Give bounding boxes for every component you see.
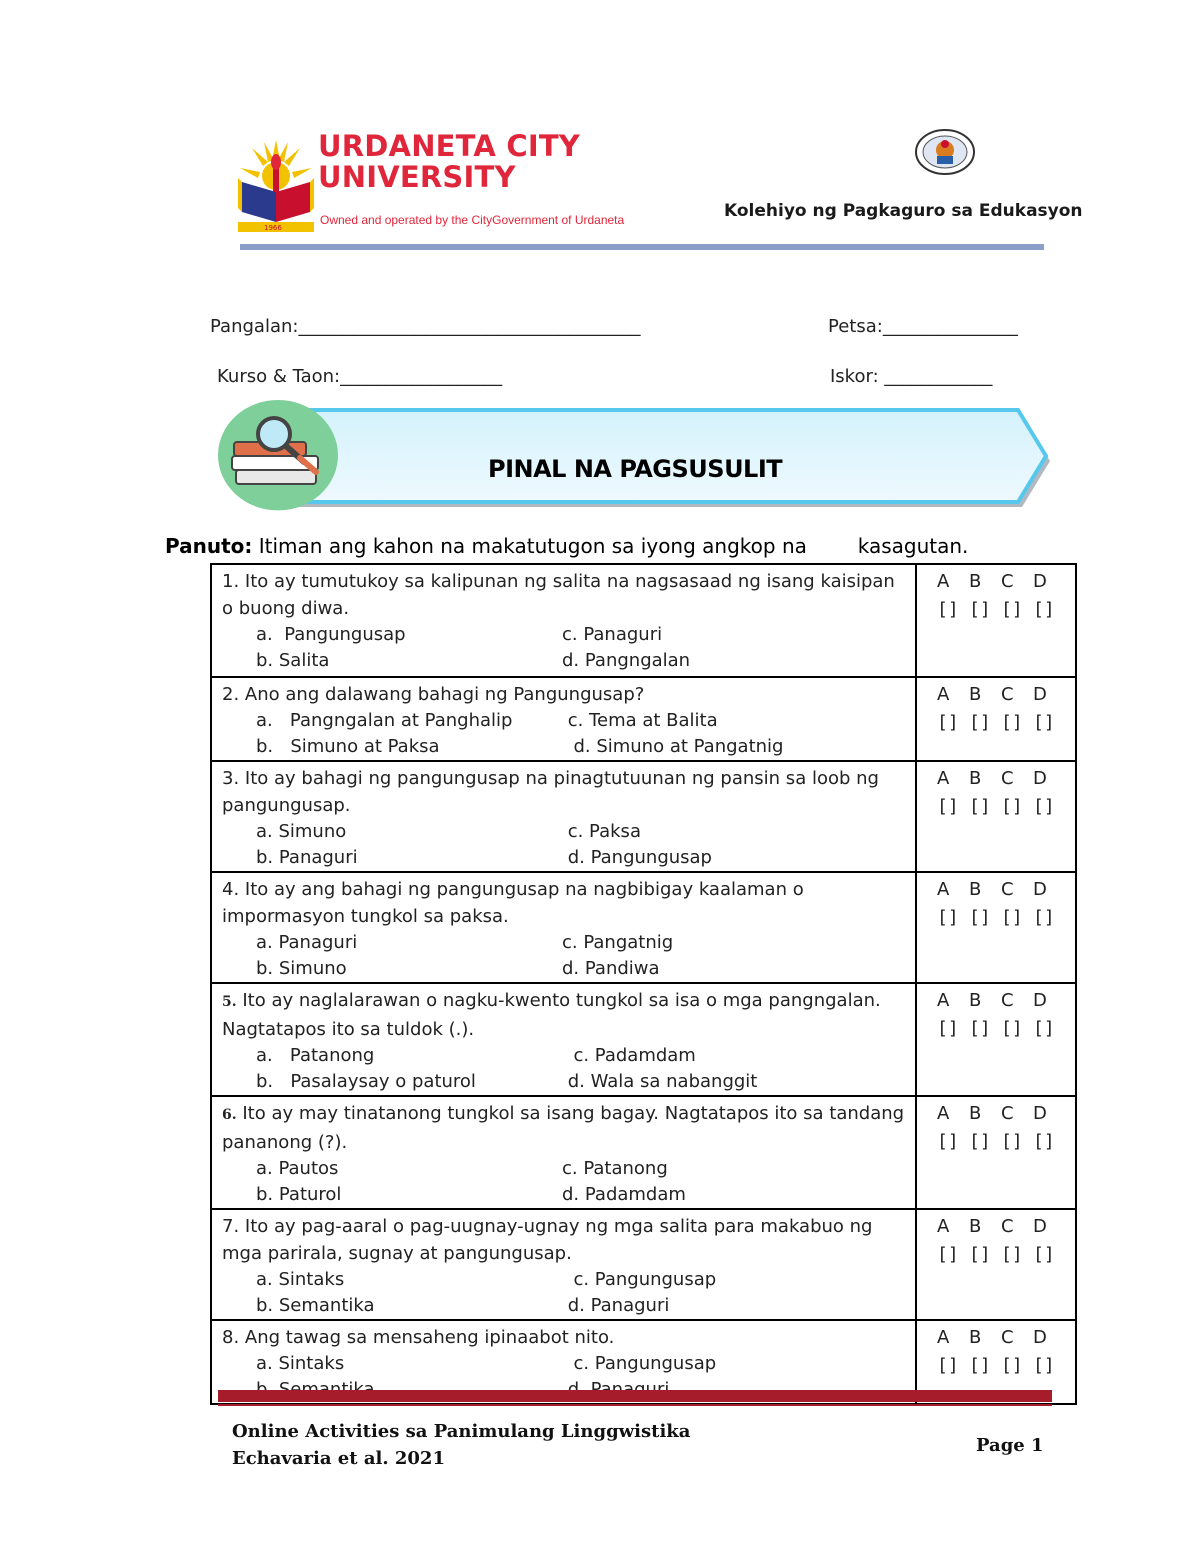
answer-letters: [917, 765, 1075, 793]
question-cell: [211, 983, 916, 1096]
answer-checkbox[interactable]: []: [1001, 1244, 1023, 1265]
question-number: 8.: [222, 1327, 240, 1348]
question-body: Ano ang dalawang bahagi ng Pangungusap?: [244, 684, 645, 705]
choices: [222, 930, 909, 982]
question-text: [222, 876, 909, 930]
choice-option: d. Pandiwa: [562, 958, 660, 979]
answer-checkbox[interactable]: []: [969, 1244, 991, 1265]
question-body: Ito ay ang bahagi ng pangungusap na nagbibigay kaalaman o impormasyon tungkol sa paksa.: [222, 879, 804, 927]
question-number: 3.: [222, 768, 240, 789]
question-row: [211, 872, 1076, 983]
answer-letter: D: [1033, 571, 1047, 592]
score-field[interactable]: Iskor: ____________: [830, 366, 993, 387]
choice-option: d. Pangungusap: [562, 847, 712, 868]
choice-option: b. Paturol: [256, 1184, 342, 1205]
answer-letter: C: [1001, 571, 1014, 592]
question-cell: [211, 677, 916, 761]
answer-letter: A: [937, 571, 950, 592]
answer-letter: A: [937, 1327, 950, 1348]
answer-letter: D: [1033, 1103, 1047, 1124]
answer-cell: [916, 677, 1076, 761]
question-body: Ito ay naglalarawan o nagku-kwento tungkol sa isa o mga pangngalan. Nagtatapos ito sa tuldok (.).: [222, 990, 881, 1040]
question-number: 6.: [222, 1107, 237, 1123]
answer-checkbox[interactable]: []: [937, 907, 959, 928]
university-name: [318, 131, 580, 193]
page-number: Page 1: [976, 1435, 1044, 1456]
choice-option: a. Sintaks: [256, 1269, 345, 1290]
answer-boxes: [917, 1128, 1075, 1156]
founding-year-text: 1966: [264, 224, 282, 232]
question-body: Ito ay may tinatanong tungkol sa isang bagay. Nagtatapos ito sa tandang pananong (?).: [222, 1103, 905, 1153]
choice-option: c. Panaguri: [562, 624, 663, 645]
footer-line: [218, 1404, 1052, 1406]
answer-letter: D: [1033, 768, 1047, 789]
choice-option: c. Pangungusap: [562, 1269, 717, 1290]
instructions-text: Itiman ang kahon na makatutugon sa iyong angkop na kasagutan.: [252, 534, 969, 558]
answer-letter: C: [1001, 1327, 1014, 1348]
answer-boxes: [917, 904, 1075, 932]
choice-option: b. Semantika: [256, 1295, 375, 1316]
answer-letter: A: [937, 684, 950, 705]
answer-checkbox[interactable]: []: [1033, 1131, 1055, 1152]
question-cell: [211, 872, 916, 983]
answer-checkbox[interactable]: []: [969, 1355, 991, 1376]
question-cell: [211, 1096, 916, 1209]
college-seal-icon: [914, 128, 976, 176]
choice-option: a. Panaguri: [256, 932, 358, 953]
question-row: [211, 1096, 1076, 1209]
question-number: 4.: [222, 879, 240, 900]
question-cell: [211, 564, 916, 677]
answer-boxes: [917, 1352, 1075, 1380]
question-body: Ito ay tumutukoy sa kalipunan ng salita na nagsasaad ng isang kaisipan o buong diwa.: [222, 571, 895, 619]
instructions-label: Panuto:: [165, 534, 253, 558]
choice-option: c. Patanong: [562, 1158, 668, 1179]
answer-letter: A: [937, 990, 950, 1011]
answer-letter: D: [1033, 684, 1047, 705]
answer-cell: [916, 872, 1076, 983]
answer-letter: B: [969, 768, 982, 789]
choice-option: c. Tema at Balita: [562, 710, 718, 731]
header-divider: [240, 244, 1044, 250]
choice-option: d. Simuno at Pangatnig: [562, 736, 784, 757]
footer-bar: [218, 1390, 1052, 1402]
answer-checkbox[interactable]: []: [937, 1244, 959, 1265]
choice-option: b. Simuno: [256, 958, 347, 979]
question-text: [222, 987, 909, 1043]
answer-checkbox[interactable]: []: [1033, 1018, 1055, 1039]
answer-checkbox[interactable]: []: [937, 712, 959, 733]
choice-option: d. Padamdam: [562, 1184, 686, 1205]
question-row: [211, 677, 1076, 761]
answer-cell: [916, 1209, 1076, 1320]
question-cell: [211, 1209, 916, 1320]
college-name: Kolehiyo ng Pagkaguro sa Edukasyon: [724, 201, 1083, 221]
answer-boxes: [917, 1015, 1075, 1043]
answer-checkbox[interactable]: []: [969, 907, 991, 928]
choice-option: d. Pangngalan: [562, 650, 691, 671]
answer-checkbox[interactable]: []: [1001, 599, 1023, 620]
answer-letters: [917, 1100, 1075, 1128]
choice-option: b. Pasalaysay o paturol: [256, 1071, 476, 1092]
answer-cell: [916, 761, 1076, 872]
choice-option: a. Patanong: [256, 1045, 375, 1066]
answer-cell: [916, 564, 1076, 677]
answer-boxes: [917, 793, 1075, 821]
answer-boxes: [917, 709, 1075, 737]
answer-letter: C: [1001, 879, 1014, 900]
answer-checkbox[interactable]: []: [937, 1018, 959, 1039]
answer-checkbox[interactable]: []: [1001, 1018, 1023, 1039]
answer-checkbox[interactable]: []: [969, 1018, 991, 1039]
answer-letters: [917, 568, 1075, 596]
answer-letter: B: [969, 1103, 982, 1124]
name-field[interactable]: Pangalan:______________________________________: [210, 316, 641, 337]
choice-option: b. Simuno at Paksa: [256, 736, 440, 757]
answer-letter: B: [969, 684, 982, 705]
answer-checkbox[interactable]: []: [969, 599, 991, 620]
question-text: [222, 765, 909, 819]
answer-letter: D: [1033, 990, 1047, 1011]
choice-option: d. Panaguri: [562, 1295, 670, 1316]
choice-option: a. Pangngalan at Panghalip: [256, 710, 513, 731]
question-row: [211, 761, 1076, 872]
date-field[interactable]: Petsa:_______________: [828, 316, 1018, 337]
answer-checkbox[interactable]: []: [937, 1131, 959, 1152]
answer-cell: [916, 983, 1076, 1096]
answer-checkbox[interactable]: []: [969, 1131, 991, 1152]
answer-letters: [917, 681, 1075, 709]
choice-option: a. Pangungusap: [256, 624, 406, 645]
answer-checkbox[interactable]: []: [1033, 1244, 1055, 1265]
choice-option: a. Simuno: [256, 821, 347, 842]
question-body: Ito ay bahagi ng pangungusap na pinagtutuunan ng pansin sa loob ng pangungusap.: [222, 768, 879, 816]
choice-option: b. Panaguri: [256, 847, 358, 868]
question-body: Ito ay pag-aaral o pag-uugnay-ugnay ng mga salita para makabuo ng mga parirala, sugnay at pangungusap.: [222, 1216, 873, 1264]
answer-letter: A: [937, 768, 950, 789]
question-cell: [211, 761, 916, 872]
university-name-line1: URDANETA CITY: [318, 129, 580, 163]
choice-option: a. Pautos: [256, 1158, 339, 1179]
question-number: 5.: [222, 994, 237, 1010]
choice-option: c. Pangungusap: [562, 1353, 717, 1374]
footer-course: Online Activities sa Panimulang Linggwistika: [232, 1421, 691, 1442]
question-text: [222, 1324, 909, 1351]
answer-checkbox[interactable]: []: [1001, 907, 1023, 928]
answer-letter: C: [1001, 684, 1014, 705]
answer-letter: B: [969, 879, 982, 900]
question-row: [211, 564, 1076, 677]
university-logo-emblem: [238, 138, 314, 232]
question-text: [222, 568, 909, 622]
footer-authors: Echavaria et al. 2021: [232, 1448, 445, 1469]
choice-option: c. Pangatnig: [562, 932, 674, 953]
choice-option: c. Padamdam: [562, 1045, 696, 1066]
answer-letter: D: [1033, 1216, 1047, 1237]
answer-checkbox[interactable]: []: [1033, 907, 1055, 928]
exam-title: PINAL NA PAGSUSULIT: [488, 455, 783, 483]
answer-checkbox[interactable]: []: [937, 599, 959, 620]
question-body: Ang tawag sa mensaheng ipinaabot nito.: [244, 1327, 615, 1348]
answer-letter: D: [1033, 879, 1047, 900]
answer-letter: C: [1001, 1103, 1014, 1124]
question-number: 2.: [222, 684, 240, 705]
answer-checkbox[interactable]: []: [1033, 1355, 1055, 1376]
answer-checkbox[interactable]: []: [937, 796, 959, 817]
answer-letters: [917, 876, 1075, 904]
choices: [222, 1043, 909, 1095]
answer-letter: D: [1033, 1327, 1047, 1348]
answer-letters: [917, 987, 1075, 1015]
choices: [222, 708, 909, 760]
answer-checkbox[interactable]: []: [1001, 1131, 1023, 1152]
answer-letter: C: [1001, 768, 1014, 789]
question-number: 7.: [222, 1216, 240, 1237]
choices: [222, 622, 909, 674]
question-text: [222, 681, 909, 708]
answer-letters: [917, 1324, 1075, 1352]
choice-option: b. Salita: [256, 650, 330, 671]
answer-checkbox[interactable]: []: [969, 712, 991, 733]
answer-boxes: [917, 1241, 1075, 1269]
answer-checkbox[interactable]: []: [1033, 712, 1055, 733]
answer-letter: B: [969, 571, 982, 592]
answer-checkbox[interactable]: []: [1001, 712, 1023, 733]
answer-boxes: [917, 596, 1075, 624]
course-year-field[interactable]: Kurso & Taon:__________________: [217, 366, 503, 387]
choices: [222, 819, 909, 871]
question-row: [211, 983, 1076, 1096]
answer-letter: B: [969, 990, 982, 1011]
answer-letters: [917, 1213, 1075, 1241]
answer-checkbox[interactable]: []: [1001, 1355, 1023, 1376]
question-number: 1.: [222, 571, 240, 592]
answer-checkbox[interactable]: []: [1001, 796, 1023, 817]
choices: [222, 1156, 909, 1208]
answer-letter: A: [937, 879, 950, 900]
question-text: [222, 1213, 909, 1267]
choice-option: c. Paksa: [562, 821, 641, 842]
choice-option: a. Sintaks: [256, 1353, 345, 1374]
choices: [222, 1267, 909, 1319]
answer-letter: A: [937, 1216, 950, 1237]
quiz-table: [210, 563, 1077, 1405]
answer-letter: B: [969, 1216, 982, 1237]
answer-checkbox[interactable]: []: [937, 1355, 959, 1376]
answer-checkbox[interactable]: []: [969, 796, 991, 817]
answer-letter: C: [1001, 990, 1014, 1011]
choice-option: d. Wala sa nabanggit: [562, 1071, 758, 1092]
answer-letter: C: [1001, 1216, 1014, 1237]
answer-checkbox[interactable]: []: [1033, 796, 1055, 817]
question-row: [211, 1209, 1076, 1320]
answer-cell: [916, 1096, 1076, 1209]
answer-letter: B: [969, 1327, 982, 1348]
instructions: [165, 534, 968, 558]
question-text: [222, 1100, 909, 1156]
answer-checkbox[interactable]: []: [1033, 599, 1055, 620]
university-name-line2: UNIVERSITY: [318, 160, 516, 194]
answer-letter: A: [937, 1103, 950, 1124]
university-tagline: Owned and operated by the CityGovernment of Urdaneta: [320, 213, 625, 227]
